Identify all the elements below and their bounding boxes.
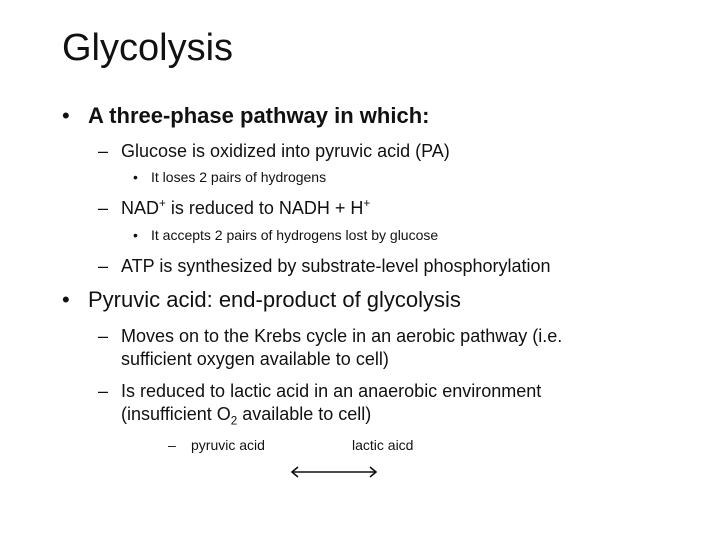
- dash-marker: –: [98, 141, 109, 161]
- sub-bullet-glucose: Glucose is oxidized into pyruvic acid (PA): [121, 141, 450, 161]
- bullet-three-phase: A three-phase pathway in which:: [88, 103, 430, 128]
- o2-subscript: 2: [230, 414, 238, 428]
- slide-title: Glycolysis: [62, 27, 234, 69]
- sub-bullet-krebs-line1: Moves on to the Krebs cycle in an aerobic pathway (i.e.: [121, 326, 563, 346]
- sub-bullet-krebs-line2: sufficient oxygen available to cell): [121, 349, 389, 369]
- sub-bullet-nad: [121, 196, 370, 220]
- sub-bullet-atp: ATP is synthesized by substrate-level phosphorylation: [121, 256, 551, 276]
- h-superscript: +: [363, 197, 371, 210]
- dash-marker: –: [98, 198, 109, 218]
- reaction-right-label: lactic aicd: [352, 437, 414, 453]
- bullet-marker: •: [62, 287, 70, 312]
- detail-accepts-hydrogens: It accepts 2 pairs of hydrogens lost by glucose: [151, 227, 439, 243]
- dash-marker: –: [98, 256, 109, 276]
- insufficient-o-text: (insufficient O: [121, 404, 231, 424]
- dash-marker: –: [98, 381, 109, 401]
- available-text: available to cell): [237, 404, 372, 424]
- bullet-pyruvic-acid: Pyruvic acid: end-product of glycolysis: [88, 287, 461, 312]
- bullet-marker: •: [62, 103, 70, 128]
- reaction-left-label: pyruvic acid: [191, 437, 265, 453]
- dash-marker: –: [98, 326, 109, 346]
- dash-marker: –: [168, 437, 176, 453]
- nad-mid-text: is reduced to NADH + H: [165, 198, 364, 218]
- nad-text: NAD: [121, 198, 160, 218]
- bullet-marker: •: [133, 169, 138, 185]
- detail-loses-hydrogens: It loses 2 pairs of hydrogens: [151, 169, 327, 185]
- double-arrow-icon: [290, 465, 378, 479]
- sub-bullet-lactic-line2: [121, 402, 371, 426]
- nad-superscript: +: [159, 197, 166, 210]
- bullet-marker: •: [133, 227, 138, 243]
- sub-bullet-lactic-line1: Is reduced to lactic acid in an anaerobic environment: [121, 381, 542, 401]
